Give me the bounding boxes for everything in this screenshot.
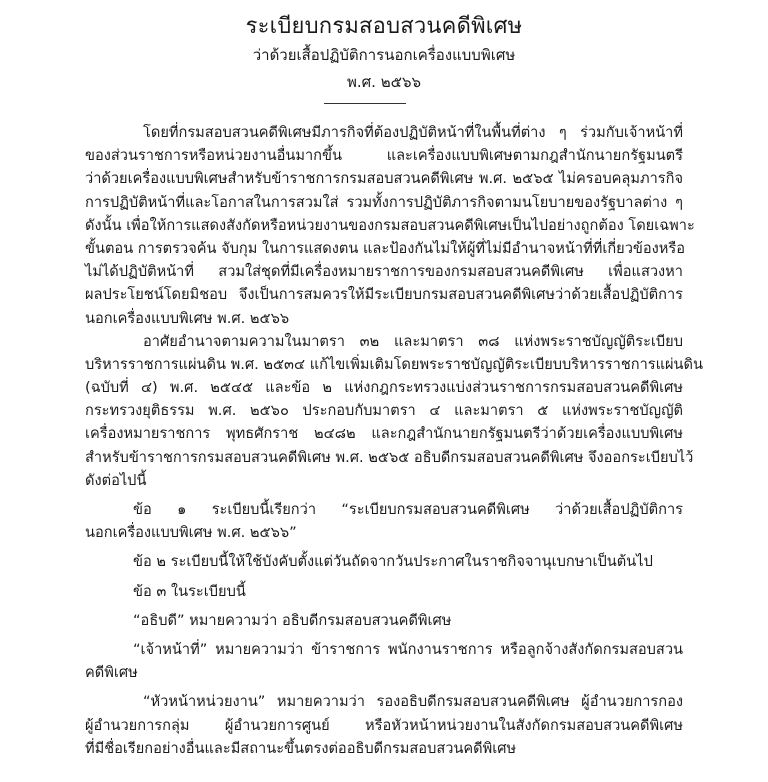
text-line: นอกเครื่องแบบพิเศษ พ.ศ. ๒๕๖๖” bbox=[85, 524, 297, 542]
text-line: ดังนั้น เพื่อให้การแสดงสังกัดหรือหน่วยงานของกรมสอบสวนคดีพิเศษเป็นไปอย่างถูกต้อง โดยเฉพาะ bbox=[85, 216, 695, 234]
text-line: สำหรับข้าราชการกรมสอบสวนคดีพิเศษ พ.ศ. ๒๕๖๕ อธิบดีกรมสอบสวนคดีพิเศษ จึงออกระเบียบไว้ bbox=[85, 448, 694, 466]
clause-2 bbox=[85, 550, 683, 573]
clause-3 bbox=[85, 580, 683, 603]
definition-director bbox=[85, 609, 683, 632]
definition-officer bbox=[85, 638, 683, 684]
text-line: โดยที่กรมสอบสวนคดีพิเศษมีภารกิจที่ต้องปฏิบัติหน้าที่ในพื้นที่ต่าง ๆ ร่วมกับเจ้าหน้าที่ bbox=[143, 124, 683, 141]
text-line: ว่าด้วยเครื่องแบบพิเศษสำหรับข้าราชการกรมสอบสวนคดีพิเศษ พ.ศ. ๒๕๖๕ ไม่ครอบคลุมภารกิจ bbox=[85, 170, 683, 188]
text-line: ของส่วนราชการหรือหน่วยงานอื่นมากขึ้น และเครื่องแบบพิเศษตามกฎสำนักนายกรัฐมนตรี bbox=[85, 147, 683, 165]
document-subtitle: ว่าด้วยเสื้อปฏิบัติการนอกเครื่องแบบพิเศษ bbox=[252, 46, 516, 64]
text-line: ข้อ ๑ ระเบียบนี้เรียกว่า “ระเบียบกรมสอบสวนคดีพิเศษ ว่าด้วยเสื้อปฏิบัติการ bbox=[133, 501, 683, 518]
text-line: เครื่องหมายราชการ พุทธศักราช ๒๔๘๒ และกฎสำนักนายกรัฐมนตรีว่าด้วยเครื่องแบบพิเศษ bbox=[85, 425, 683, 443]
text-line: บริหารราชการแผ่นดิน พ.ศ. ๒๕๓๔ แก้ไขเพิ่มเติมโดยพระราชบัญญัติระเบียบบริหารราชการแผ่นดิน bbox=[85, 355, 703, 373]
text-line: นอกเครื่องแบบพิเศษ พ.ศ. ๒๕๖๖ bbox=[85, 309, 290, 327]
text-line: “อธิบดี” หมายความว่า อธิบดีกรมสอบสวนคดีพิเศษ bbox=[133, 611, 452, 629]
definition-unit-head bbox=[85, 690, 683, 760]
text-line: ข้อ ๓ ในระเบียบนี้ bbox=[133, 582, 246, 600]
document-year: พ.ศ. ๒๕๖๖ bbox=[347, 73, 421, 91]
text-line: อาศัยอำนาจตามความในมาตรา ๓๒ และมาตรา ๓๘ แห่งพระราชบัญญัติระเบียบ bbox=[143, 332, 683, 350]
text-line: ข้อ ๒ ระเบียบนี้ให้ใช้บังคับตั้งแต่วันถัดจากวันประกาศในราชกิจจานุเบกษาเป็นต้นไป bbox=[133, 553, 653, 571]
text-line: กระทรวงยุติธรรม พ.ศ. ๒๕๖๐ ประกอบกับมาตรา ๔ และมาตรา ๕ แห่งพระราชบัญญัติ bbox=[85, 402, 683, 420]
text-line: ดังต่อไปนี้ bbox=[85, 471, 147, 489]
preamble-paragraph-2 bbox=[85, 330, 703, 492]
document-title: ระเบียบกรมสอบสวนคดีพิเศษ bbox=[245, 14, 523, 39]
text-line: ไม่ได้ปฏิบัติหน้าที่ สวมใส่ชุดที่มีเครื่องหมายราชการของกรมสอบสวนคดีพิเศษ เพื่อแสวงหา bbox=[85, 263, 683, 281]
text-line: “หัวหน้าหน่วยงาน” หมายความว่า รองอธิบดีกรมสอบสวนคดีพิเศษ ผู้อำนวยการกอง bbox=[143, 693, 683, 711]
text-line: คดีพิเศษ bbox=[85, 664, 138, 682]
text-line: การปฏิบัติหน้าที่และโอกาสในการสวมใส่ รวมทั้งการปฏิบัติภารกิจตามนโยบายของรัฐบาลต่าง ๆ bbox=[85, 193, 683, 211]
text-line: ขั้นตอน การตรวจค้น จับกุม ในการแสดงตน และป้องกันไม่ให้ผู้ที่ไม่มีอำนาจหน้าที่ที่เกี่ยวข้องหรือ bbox=[85, 239, 685, 257]
text-line: “เจ้าหน้าที่” หมายความว่า ข้าราชการ พนักงานราชการ หรือลูกจ้างสังกัดกรมสอบสวน bbox=[133, 640, 683, 658]
header-divider bbox=[324, 103, 406, 104]
clause-1 bbox=[85, 498, 683, 544]
text-line: (ฉบับที่ ๔) พ.ศ. ๒๕๔๕ และข้อ ๒ แห่งกฎกระทรวงแบ่งส่วนราชการกรมสอบสวนคดีพิเศษ bbox=[85, 379, 683, 397]
text-line: ผู้อำนวยการกลุ่ม ผู้อำนวยการศูนย์ หรือหัวหน้าหน่วยงานในสังกัดกรมสอบสวนคดีพิเศษ bbox=[85, 716, 683, 734]
document-body bbox=[85, 121, 703, 760]
preamble-paragraph-1 bbox=[85, 121, 695, 330]
text-line: ที่มีชื่อเรียกอย่างอื่นและมีสถานะขึ้นตรงต่ออธิบดีกรมสอบสวนคดีพิเศษ bbox=[85, 739, 517, 757]
text-line: ผลประโยชน์โดยมิชอบ จึงเป็นการสมควรให้มีระเบียบกรมสอบสวนคดีพิเศษว่าด้วยเสื้อปฏิบัติการ bbox=[85, 286, 683, 304]
